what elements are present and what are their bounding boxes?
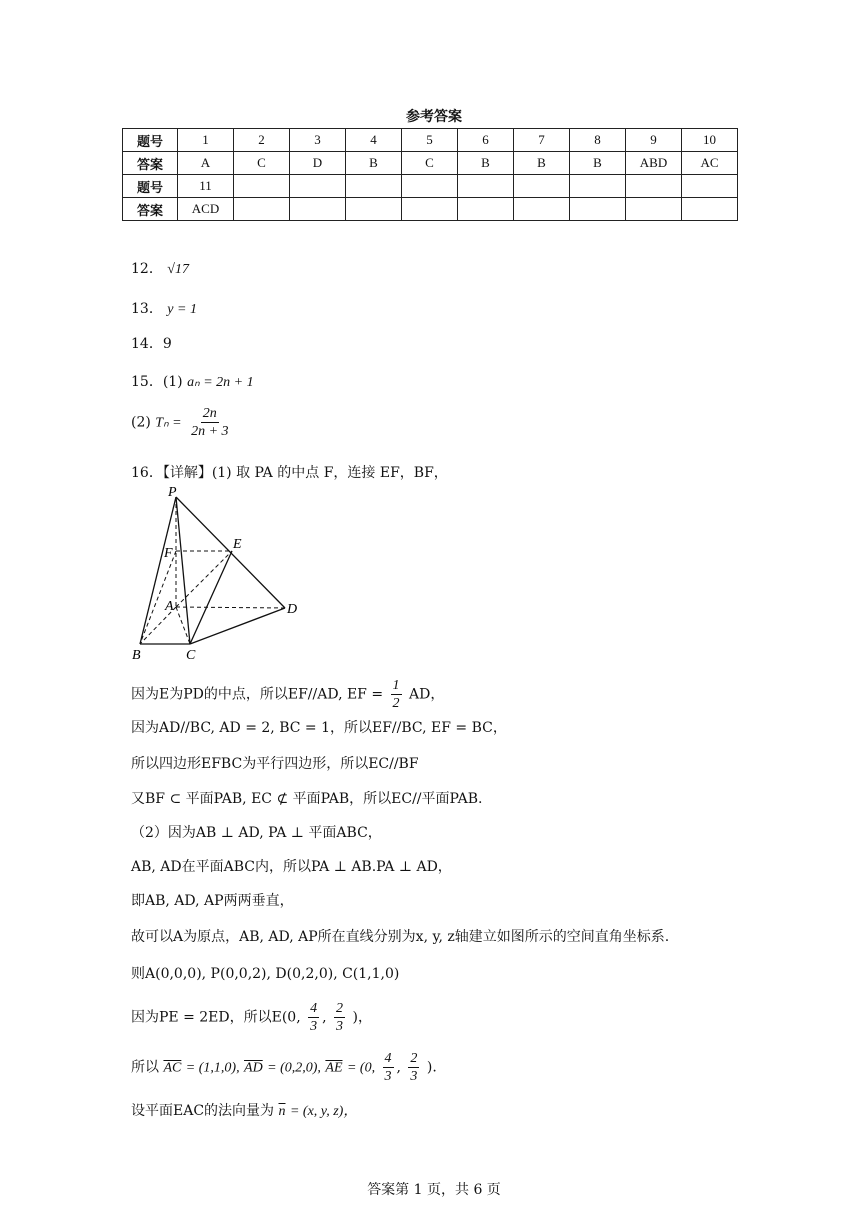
answer-16-intro: 16．【详解】(1) 取 PA 的中点 F，连接 EF，BF，	[131, 465, 448, 481]
table-cell	[402, 175, 458, 198]
solution-line-4: 又BF ⊂ 平面PAB, EC ⊄ 平面PAB，所以EC//平面PAB.	[131, 791, 483, 807]
table-cell: 3	[290, 129, 346, 152]
table-cell: B	[570, 152, 626, 175]
table-cell	[570, 175, 626, 198]
table-cell: B	[514, 152, 570, 175]
question-number: 15．(1)	[131, 374, 183, 390]
table-cell: 7	[514, 129, 570, 152]
answer-15-part1	[131, 371, 254, 391]
label-E: E	[233, 537, 242, 552]
label-C: C	[186, 648, 196, 663]
answer-value: aₙ = 2n + 1	[187, 375, 254, 390]
text-segment: = (x, y, z)，	[289, 1104, 358, 1119]
table-cell: 10	[682, 129, 738, 152]
table-cell	[346, 175, 402, 198]
table-cell	[570, 198, 626, 221]
table-cell	[346, 198, 402, 221]
table-cell: AC	[682, 152, 738, 175]
solution-line-8: 故可以A为原点，AB, AD, AP所在直线分别为x, y, z轴建立如图所示的空间直角坐标系.	[131, 929, 670, 945]
answer-14: 14．9	[131, 336, 172, 352]
text-segment: )，	[352, 1009, 372, 1026]
fraction-denominator: 2n + 3	[191, 424, 229, 439]
table-cell: 4	[346, 129, 402, 152]
table-cell: B	[346, 152, 402, 175]
table-cell: C	[402, 152, 458, 175]
text-segment: = (0,	[346, 1060, 376, 1076]
answer-12	[131, 258, 189, 278]
table-cell: 8	[570, 129, 626, 152]
fraction	[408, 1050, 419, 1085]
fraction	[383, 1050, 394, 1085]
table-cell	[290, 175, 346, 198]
fraction-numerator: 4	[384, 1051, 392, 1066]
answer-value: y = 1	[167, 302, 197, 317]
fraction-numerator: 2	[410, 1051, 418, 1066]
table-cell	[682, 198, 738, 221]
text-segment: AD，	[409, 686, 445, 703]
vector-ad: $\overline{AD}$	[244, 1060, 263, 1076]
table-header-cell: 题号	[123, 175, 178, 198]
label-B: B	[132, 648, 141, 663]
table-cell: 5	[402, 129, 458, 152]
fraction-numerator: 4	[310, 1001, 318, 1016]
table-cell	[514, 175, 570, 198]
label-F: F	[164, 546, 173, 561]
vector-ae: $\overline{AE}$	[325, 1060, 343, 1076]
table-row	[123, 198, 738, 221]
table-cell: 2	[234, 129, 290, 152]
part-label: (2)	[131, 414, 151, 431]
fraction	[308, 1000, 319, 1035]
fraction	[189, 405, 230, 440]
fraction-denominator: 2	[392, 696, 400, 711]
table-row	[123, 152, 738, 175]
table-cell	[682, 175, 738, 198]
table-cell	[514, 198, 570, 221]
label-D: D	[287, 602, 298, 617]
text-segment: ).	[426, 1059, 437, 1076]
vector-ac: $\overline{AC}$	[163, 1060, 182, 1076]
fraction-numerator: 1	[392, 678, 400, 693]
fraction-denominator: 3	[336, 1019, 344, 1034]
solution-line-7: 即AB, AD, AP两两垂直，	[131, 893, 294, 909]
label-A: A	[165, 599, 174, 614]
normal-vector: $\overline{n}$	[278, 1104, 286, 1119]
table-cell: 11	[178, 175, 234, 198]
answer-table	[122, 128, 738, 221]
table-cell	[458, 198, 514, 221]
question-number: 13．	[131, 301, 163, 317]
table-cell: 9	[626, 129, 682, 152]
table-row	[123, 129, 738, 152]
page-title: 参考答案	[406, 109, 462, 125]
label-P: P	[168, 485, 177, 500]
solution-line-2: 因为AD//BC, AD = 2, BC = 1，所以EF//BC, EF = BC，	[131, 720, 507, 736]
fraction	[334, 1000, 345, 1035]
answer-lhs: Tₙ =	[155, 415, 182, 431]
fraction-denominator: 3	[310, 1019, 318, 1034]
table-cell: C	[234, 152, 290, 175]
solution-line-10: 因为PE = 2ED，所以E(0, $\frac{4}{3}$ , $\frac{2}{3}$ )，	[131, 1001, 372, 1034]
table-cell	[626, 198, 682, 221]
answer-value: √17	[167, 262, 189, 277]
solution-line-11: 所以 $\overline{AC} = (1,1,0)$, $\overline{AD} = (0,2,0)$, $\overline{AE} = (0$, $\frac{4}{3}$ , $\frac{2}{3}$ ).	[131, 1051, 437, 1084]
text-segment: 设平面EAC的法向量为	[131, 1103, 275, 1119]
table-cell: A	[178, 152, 234, 175]
solution-line-1	[131, 677, 444, 712]
text-segment: = (1,1,0),	[185, 1060, 240, 1076]
pyramid-figure	[128, 484, 318, 664]
table-cell: 1	[178, 129, 234, 152]
table-cell: B	[458, 152, 514, 175]
table-cell: ABD	[626, 152, 682, 175]
text-segment: = (0,2,0),	[267, 1060, 321, 1076]
text-segment: 所以	[131, 1059, 159, 1076]
table-cell: D	[290, 152, 346, 175]
fraction	[391, 677, 402, 712]
solution-line-9: 则A(0,0,0), P(0,0,2), D(0,2,0), C(1,1,0)	[131, 966, 400, 982]
table-cell	[234, 175, 290, 198]
table-header-cell: 答案	[123, 198, 178, 221]
table-cell	[458, 175, 514, 198]
solution-line-6: AB, AD在平面ABC内，所以PA ⊥ AB.PA ⊥ AD，	[131, 859, 452, 875]
table-cell: 6	[458, 129, 514, 152]
table-cell	[402, 198, 458, 221]
answer-15-part2	[131, 405, 234, 440]
table-cell	[626, 175, 682, 198]
fraction-numerator: 2	[336, 1001, 344, 1016]
text-segment: 因为E为PD的中点，所以EF//AD, EF =	[131, 686, 384, 703]
page-footer: 答案第 1 页，共 6 页	[367, 1182, 501, 1198]
table-cell	[234, 198, 290, 221]
table-cell: ACD	[178, 198, 234, 221]
table-row	[123, 175, 738, 198]
fraction-numerator: 2n	[202, 406, 217, 421]
table-header-cell: 题号	[123, 129, 178, 152]
fraction-denominator: 3	[410, 1069, 418, 1084]
solution-line-5: （2）因为AB ⊥ AD, PA ⊥ 平面ABC，	[131, 825, 382, 841]
solution-line-12	[131, 1100, 357, 1120]
table-header-cell: 答案	[123, 152, 178, 175]
text-segment: 因为PE = 2ED，所以E(0,	[131, 1009, 301, 1026]
fraction-denominator: 3	[384, 1069, 392, 1084]
solution-line-3: 所以四边形EFBC为平行四边形，所以EC//BF	[131, 756, 419, 772]
answer-13	[131, 298, 197, 318]
table-cell	[290, 198, 346, 221]
question-number: 12．	[131, 261, 163, 277]
